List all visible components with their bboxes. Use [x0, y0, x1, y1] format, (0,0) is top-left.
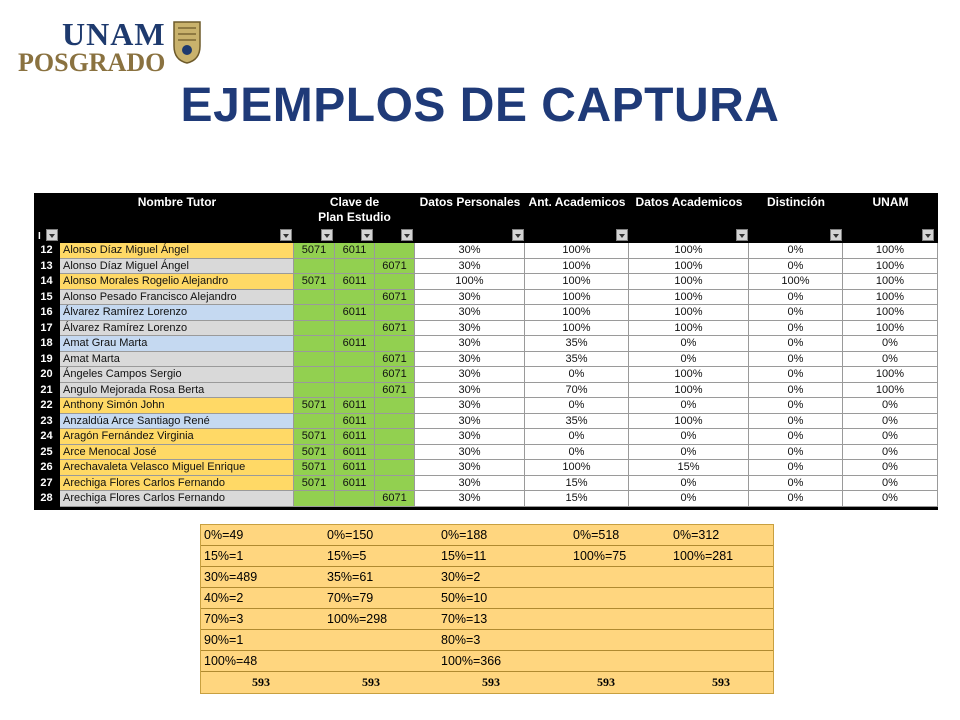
filter-dropdown-icon[interactable]: [401, 229, 413, 241]
row-number[interactable]: 14: [34, 274, 60, 290]
summary-cell[interactable]: 40%=2: [204, 591, 244, 605]
clave-5071-cell[interactable]: 5071: [294, 429, 335, 445]
datos-personales-cell[interactable]: 30%: [415, 491, 525, 507]
row-number[interactable]: 26: [34, 460, 60, 476]
tutor-name-cell[interactable]: Arechiga Flores Carlos Fernando: [60, 491, 294, 507]
clave-5071-cell[interactable]: 5071: [294, 274, 335, 290]
ant-academicos-cell[interactable]: 100%: [525, 259, 629, 275]
summary-cell[interactable]: 100%=281: [673, 549, 734, 563]
filter-dropdown-icon[interactable]: [321, 229, 333, 241]
summary-cell[interactable]: 50%=10: [441, 591, 488, 605]
tutor-name-cell[interactable]: Álvarez Ramírez Lorenzo: [60, 321, 294, 337]
clave-6071-cell[interactable]: [375, 336, 415, 352]
row-header-mark: I: [38, 231, 41, 242]
unam-cell[interactable]: 0%: [843, 460, 938, 476]
datos-academicos-cell[interactable]: 15%: [629, 460, 749, 476]
unam-cell[interactable]: 100%: [843, 305, 938, 321]
row-number[interactable]: 22: [34, 398, 60, 414]
clave-6011-cell[interactable]: 6011: [335, 274, 375, 290]
clave-6071-cell[interactable]: [375, 460, 415, 476]
datos-personales-cell[interactable]: 30%: [415, 383, 525, 399]
datos-academicos-cell[interactable]: 100%: [629, 321, 749, 337]
tutor-name-cell[interactable]: Alonso Morales Rogelio Alejandro: [60, 274, 294, 290]
clave-6071-cell[interactable]: 6071: [375, 290, 415, 306]
tutor-name-cell[interactable]: Arechavaleta Velasco Miguel Enrique: [60, 460, 294, 476]
tutor-name-cell[interactable]: Amat Grau Marta: [60, 336, 294, 352]
distincion-cell[interactable]: 0%: [749, 336, 843, 352]
logo-unam-text: UNAM: [62, 16, 166, 52]
distincion-cell[interactable]: 0%: [749, 398, 843, 414]
ant-academicos-cell[interactable]: 100%: [525, 321, 629, 337]
table-row: [34, 398, 938, 414]
clave-6011-cell[interactable]: [335, 383, 375, 399]
summary-row: [201, 567, 773, 588]
table-row: [34, 367, 938, 383]
distincion-cell[interactable]: 0%: [749, 429, 843, 445]
summary-cell[interactable]: 100%=366: [441, 654, 502, 668]
clave-6011-cell[interactable]: [335, 259, 375, 275]
tutor-name-cell[interactable]: Alonso Díaz Miguel Ángel: [60, 259, 294, 275]
row-number[interactable]: 24: [34, 429, 60, 445]
filter-dropdown-icon[interactable]: [512, 229, 524, 241]
unam-cell[interactable]: 0%: [843, 476, 938, 492]
table-row: [34, 336, 938, 352]
clave-6011-cell[interactable]: 6011: [335, 336, 375, 352]
unam-cell[interactable]: 0%: [843, 398, 938, 414]
distincion-cell[interactable]: 0%: [749, 305, 843, 321]
clave-6011-cell[interactable]: 6011: [335, 414, 375, 430]
clave-6011-cell[interactable]: 6011: [335, 243, 375, 259]
summary-table: [200, 524, 774, 694]
unam-cell[interactable]: 0%: [843, 445, 938, 461]
row-number[interactable]: 16: [34, 305, 60, 321]
unam-cell[interactable]: 100%: [843, 243, 938, 259]
tutor-name-cell[interactable]: Amat Marta: [60, 352, 294, 368]
header-clave-line2: Plan Estudio: [318, 210, 391, 224]
clave-5071-cell[interactable]: 5071: [294, 243, 335, 259]
row-number[interactable]: 13: [34, 259, 60, 275]
distincion-cell[interactable]: 0%: [749, 445, 843, 461]
table-row: [34, 305, 938, 321]
summary-total-cell[interactable]: 593: [482, 675, 500, 689]
datos-academicos-cell[interactable]: 100%: [629, 305, 749, 321]
ant-academicos-cell[interactable]: 0%: [525, 367, 629, 383]
clave-5071-cell[interactable]: [294, 367, 335, 383]
summary-cell[interactable]: 70%=79: [327, 591, 374, 605]
table-row: [34, 321, 938, 337]
tutor-name-cell[interactable]: Anzaldúa Arce Santiago René: [60, 414, 294, 430]
clave-5071-cell[interactable]: [294, 321, 335, 337]
clave-6071-cell[interactable]: [375, 414, 415, 430]
table-row: [34, 445, 938, 461]
table-row: [34, 274, 938, 290]
summary-cell[interactable]: 0%=312: [673, 528, 720, 542]
clave-6071-cell[interactable]: [375, 243, 415, 259]
clave-6071-cell[interactable]: [375, 476, 415, 492]
header-unam: UNAM: [872, 195, 909, 209]
spreadsheet: [34, 193, 938, 510]
clave-5071-cell[interactable]: [294, 305, 335, 321]
header-ant-academicos: Ant. Academicos: [528, 195, 626, 209]
distincion-cell[interactable]: 0%: [749, 321, 843, 337]
filter-dropdown-icon[interactable]: [616, 229, 628, 241]
table-row: [34, 290, 938, 306]
tutor-name-cell[interactable]: Alonso Pesado Francisco Alejandro: [60, 290, 294, 306]
ant-academicos-cell[interactable]: 100%: [525, 460, 629, 476]
unam-cell[interactable]: 0%: [843, 352, 938, 368]
datos-personales-cell[interactable]: 30%: [415, 476, 525, 492]
summary-cell[interactable]: 15%=5: [327, 549, 367, 563]
clave-6011-cell[interactable]: [335, 352, 375, 368]
datos-personales-cell[interactable]: 30%: [415, 398, 525, 414]
row-number[interactable]: 15: [34, 290, 60, 306]
ant-academicos-cell[interactable]: 100%: [525, 305, 629, 321]
distincion-cell[interactable]: 0%: [749, 383, 843, 399]
row-number[interactable]: 17: [34, 321, 60, 337]
distincion-cell[interactable]: 100%: [749, 274, 843, 290]
clave-6071-cell[interactable]: 6071: [375, 352, 415, 368]
datos-personales-cell[interactable]: 30%: [415, 321, 525, 337]
datos-personales-cell[interactable]: 30%: [415, 460, 525, 476]
unam-cell[interactable]: 100%: [843, 274, 938, 290]
datos-personales-cell[interactable]: 30%: [415, 429, 525, 445]
summary-row: [201, 546, 773, 567]
summary-cell[interactable]: 30%=489: [204, 570, 258, 584]
datos-academicos-cell[interactable]: 100%: [629, 259, 749, 275]
clave-5071-cell[interactable]: [294, 290, 335, 306]
tutor-name-cell[interactable]: Arechiga Flores Carlos Fernando: [60, 476, 294, 492]
clave-6071-cell[interactable]: 6071: [375, 491, 415, 507]
tutor-name-cell[interactable]: Álvarez Ramírez Lorenzo: [60, 305, 294, 321]
summary-total-cell[interactable]: 593: [597, 675, 615, 689]
row-number[interactable]: 20: [34, 367, 60, 383]
distincion-cell[interactable]: 0%: [749, 476, 843, 492]
row-number[interactable]: 28: [34, 491, 60, 507]
datos-personales-cell[interactable]: 30%: [415, 290, 525, 306]
header-datos-academicos: Datos Academicos: [635, 195, 743, 209]
ant-academicos-cell[interactable]: 70%: [525, 383, 629, 399]
summary-cell[interactable]: 30%=2: [441, 570, 481, 584]
datos-academicos-cell[interactable]: 100%: [629, 274, 749, 290]
tutor-name-cell[interactable]: Angulo Mejorada Rosa Berta: [60, 383, 294, 399]
summary-total-cell[interactable]: 593: [252, 675, 270, 689]
unam-cell[interactable]: 0%: [843, 491, 938, 507]
summary-cell[interactable]: 100%=298: [327, 612, 388, 626]
unam-cell[interactable]: 0%: [843, 414, 938, 430]
row-number[interactable]: 18: [34, 336, 60, 352]
ant-academicos-cell[interactable]: 0%: [525, 398, 629, 414]
header-distincion: Distinción: [766, 195, 825, 209]
datos-academicos-cell[interactable]: 0%: [629, 352, 749, 368]
filter-dropdown-icon[interactable]: [361, 229, 373, 241]
clave-6071-cell[interactable]: [375, 274, 415, 290]
datos-academicos-cell[interactable]: 0%: [629, 398, 749, 414]
summary-total-cell[interactable]: 593: [362, 675, 380, 689]
row-number[interactable]: 21: [34, 383, 60, 399]
clave-6011-cell[interactable]: [335, 491, 375, 507]
tutor-name-cell[interactable]: Arce Menocal José: [60, 445, 294, 461]
distincion-cell[interactable]: 0%: [749, 460, 843, 476]
datos-academicos-cell[interactable]: 0%: [629, 336, 749, 352]
clave-6011-cell[interactable]: 6011: [335, 305, 375, 321]
clave-5071-cell[interactable]: 5071: [294, 460, 335, 476]
datos-academicos-cell[interactable]: 0%: [629, 491, 749, 507]
datos-academicos-cell[interactable]: 100%: [629, 243, 749, 259]
ant-academicos-cell[interactable]: 100%: [525, 243, 629, 259]
distincion-cell[interactable]: 0%: [749, 491, 843, 507]
datos-personales-cell[interactable]: 30%: [415, 305, 525, 321]
table-row: [34, 476, 938, 492]
clave-5071-cell[interactable]: [294, 259, 335, 275]
row-number[interactable]: 19: [34, 352, 60, 368]
table-row: [34, 414, 938, 430]
unam-shield-icon: [172, 20, 202, 64]
header-row: [34, 193, 938, 227]
filter-dropdown-icon[interactable]: [280, 229, 292, 241]
clave-5071-cell[interactable]: 5071: [294, 398, 335, 414]
summary-cell[interactable]: 15%=1: [204, 549, 244, 563]
ant-academicos-cell[interactable]: 100%: [525, 274, 629, 290]
ant-academicos-cell[interactable]: 35%: [525, 352, 629, 368]
row-number[interactable]: 25: [34, 445, 60, 461]
tutor-name-cell[interactable]: Aragón Fernández Virginia: [60, 429, 294, 445]
datos-personales-cell[interactable]: 30%: [415, 414, 525, 430]
row-number[interactable]: 27: [34, 476, 60, 492]
datos-academicos-cell[interactable]: 0%: [629, 445, 749, 461]
summary-cell[interactable]: 15%=11: [441, 549, 487, 563]
datos-personales-cell[interactable]: 30%: [415, 367, 525, 383]
datos-personales-cell[interactable]: 30%: [415, 445, 525, 461]
unam-cell[interactable]: 100%: [843, 259, 938, 275]
summary-row: [201, 588, 773, 609]
header-datos-personales: Datos Personales: [419, 195, 521, 209]
datos-academicos-cell[interactable]: 0%: [629, 429, 749, 445]
distincion-cell[interactable]: 0%: [749, 414, 843, 430]
summary-cell[interactable]: 0%=188: [441, 528, 488, 542]
ant-academicos-cell[interactable]: 100%: [525, 290, 629, 306]
datos-academicos-cell[interactable]: 0%: [629, 476, 749, 492]
summary-row: [201, 609, 773, 630]
distincion-cell[interactable]: 0%: [749, 290, 843, 306]
unam-cell[interactable]: 100%: [843, 321, 938, 337]
header-clave-line1: Clave de: [329, 195, 380, 209]
clave-5071-cell[interactable]: 5071: [294, 476, 335, 492]
summary-row: [201, 651, 773, 672]
tutor-name-cell[interactable]: Anthony Simón John: [60, 398, 294, 414]
table-row: [34, 259, 938, 275]
summary-total-cell[interactable]: 593: [712, 675, 730, 689]
summary-cell[interactable]: 35%=61: [327, 570, 374, 584]
table-row: [34, 460, 938, 476]
datos-academicos-cell[interactable]: 100%: [629, 383, 749, 399]
ant-academicos-cell[interactable]: 0%: [525, 445, 629, 461]
summary-cell[interactable]: 90%=1: [204, 633, 244, 647]
unam-cell[interactable]: 100%: [843, 367, 938, 383]
datos-personales-cell[interactable]: 100%: [415, 274, 525, 290]
unam-cell[interactable]: 0%: [843, 336, 938, 352]
distincion-cell[interactable]: 0%: [749, 367, 843, 383]
header-nombre-tutor: Nombre Tutor: [137, 195, 217, 209]
datos-academicos-cell[interactable]: 100%: [629, 414, 749, 430]
filter-dropdown-icon[interactable]: [736, 229, 748, 241]
summary-cell[interactable]: 100%=48: [204, 654, 258, 668]
unam-posgrado-logo: [18, 16, 198, 76]
datos-personales-cell[interactable]: 30%: [415, 243, 525, 259]
table-row: [34, 383, 938, 399]
clave-6071-cell[interactable]: [375, 429, 415, 445]
unam-cell[interactable]: 100%: [843, 290, 938, 306]
datos-academicos-cell[interactable]: 100%: [629, 290, 749, 306]
clave-5071-cell[interactable]: [294, 491, 335, 507]
filter-row: [34, 227, 938, 243]
filter-dropdown-icon[interactable]: [46, 229, 58, 241]
distincion-cell[interactable]: 0%: [749, 259, 843, 275]
clave-6071-cell[interactable]: 6071: [375, 321, 415, 337]
clave-5071-cell[interactable]: [294, 383, 335, 399]
clave-6011-cell[interactable]: 6011: [335, 429, 375, 445]
table-row: [34, 352, 938, 368]
filter-dropdown-icon[interactable]: [830, 229, 842, 241]
ant-academicos-cell[interactable]: 35%: [525, 414, 629, 430]
row-number[interactable]: 23: [34, 414, 60, 430]
filter-dropdown-icon[interactable]: [922, 229, 934, 241]
tutor-name-cell[interactable]: Ángeles Campos Sergio: [60, 367, 294, 383]
clave-6011-cell[interactable]: [335, 367, 375, 383]
clave-6071-cell[interactable]: [375, 398, 415, 414]
summary-cell[interactable]: 80%=3: [441, 633, 481, 647]
summary-cell[interactable]: 0%=49: [204, 528, 244, 542]
clave-6071-cell[interactable]: 6071: [375, 367, 415, 383]
clave-6011-cell[interactable]: [335, 290, 375, 306]
summary-cell[interactable]: 0%=150: [327, 528, 374, 542]
clave-6011-cell[interactable]: [335, 321, 375, 337]
tutor-name-cell[interactable]: Alonso Díaz Miguel Ángel: [60, 243, 294, 259]
summary-row: [201, 630, 773, 651]
clave-5071-cell[interactable]: [294, 352, 335, 368]
table-row: [34, 243, 938, 259]
distincion-cell[interactable]: 0%: [749, 352, 843, 368]
datos-personales-cell[interactable]: 30%: [415, 336, 525, 352]
table-row: [34, 429, 938, 445]
page-title: EJEMPLOS DE CAPTURA: [180, 79, 780, 132]
ant-academicos-cell[interactable]: 15%: [525, 491, 629, 507]
ant-academicos-cell[interactable]: 0%: [525, 429, 629, 445]
clave-5071-cell[interactable]: [294, 414, 335, 430]
datos-personales-cell[interactable]: 30%: [415, 352, 525, 368]
summary-cell[interactable]: 100%=75: [573, 549, 627, 563]
clave-5071-cell[interactable]: [294, 336, 335, 352]
clave-6071-cell[interactable]: [375, 305, 415, 321]
ant-academicos-cell[interactable]: 15%: [525, 476, 629, 492]
datos-personales-cell[interactable]: 30%: [415, 259, 525, 275]
clave-6011-cell[interactable]: 6011: [335, 476, 375, 492]
summary-totals-row: [201, 672, 773, 693]
clave-6071-cell[interactable]: 6071: [375, 259, 415, 275]
clave-6071-cell[interactable]: [375, 445, 415, 461]
unam-cell[interactable]: 0%: [843, 429, 938, 445]
datos-academicos-cell[interactable]: 100%: [629, 367, 749, 383]
distincion-cell[interactable]: 0%: [749, 243, 843, 259]
logo-posgrado-text: POSGRADO: [18, 48, 166, 77]
row-number[interactable]: 12: [34, 243, 60, 259]
summary-cell[interactable]: 70%=13: [441, 612, 488, 626]
clave-6071-cell[interactable]: 6071: [375, 383, 415, 399]
summary-cell[interactable]: 70%=3: [204, 612, 244, 626]
ant-academicos-cell[interactable]: 35%: [525, 336, 629, 352]
summary-cell[interactable]: 0%=518: [573, 528, 620, 542]
clave-6011-cell[interactable]: 6011: [335, 398, 375, 414]
table-row: [34, 491, 938, 507]
clave-5071-cell[interactable]: 5071: [294, 445, 335, 461]
clave-6011-cell[interactable]: 6011: [335, 460, 375, 476]
summary-row: [201, 525, 773, 546]
clave-6011-cell[interactable]: 6011: [335, 445, 375, 461]
unam-cell[interactable]: 100%: [843, 383, 938, 399]
